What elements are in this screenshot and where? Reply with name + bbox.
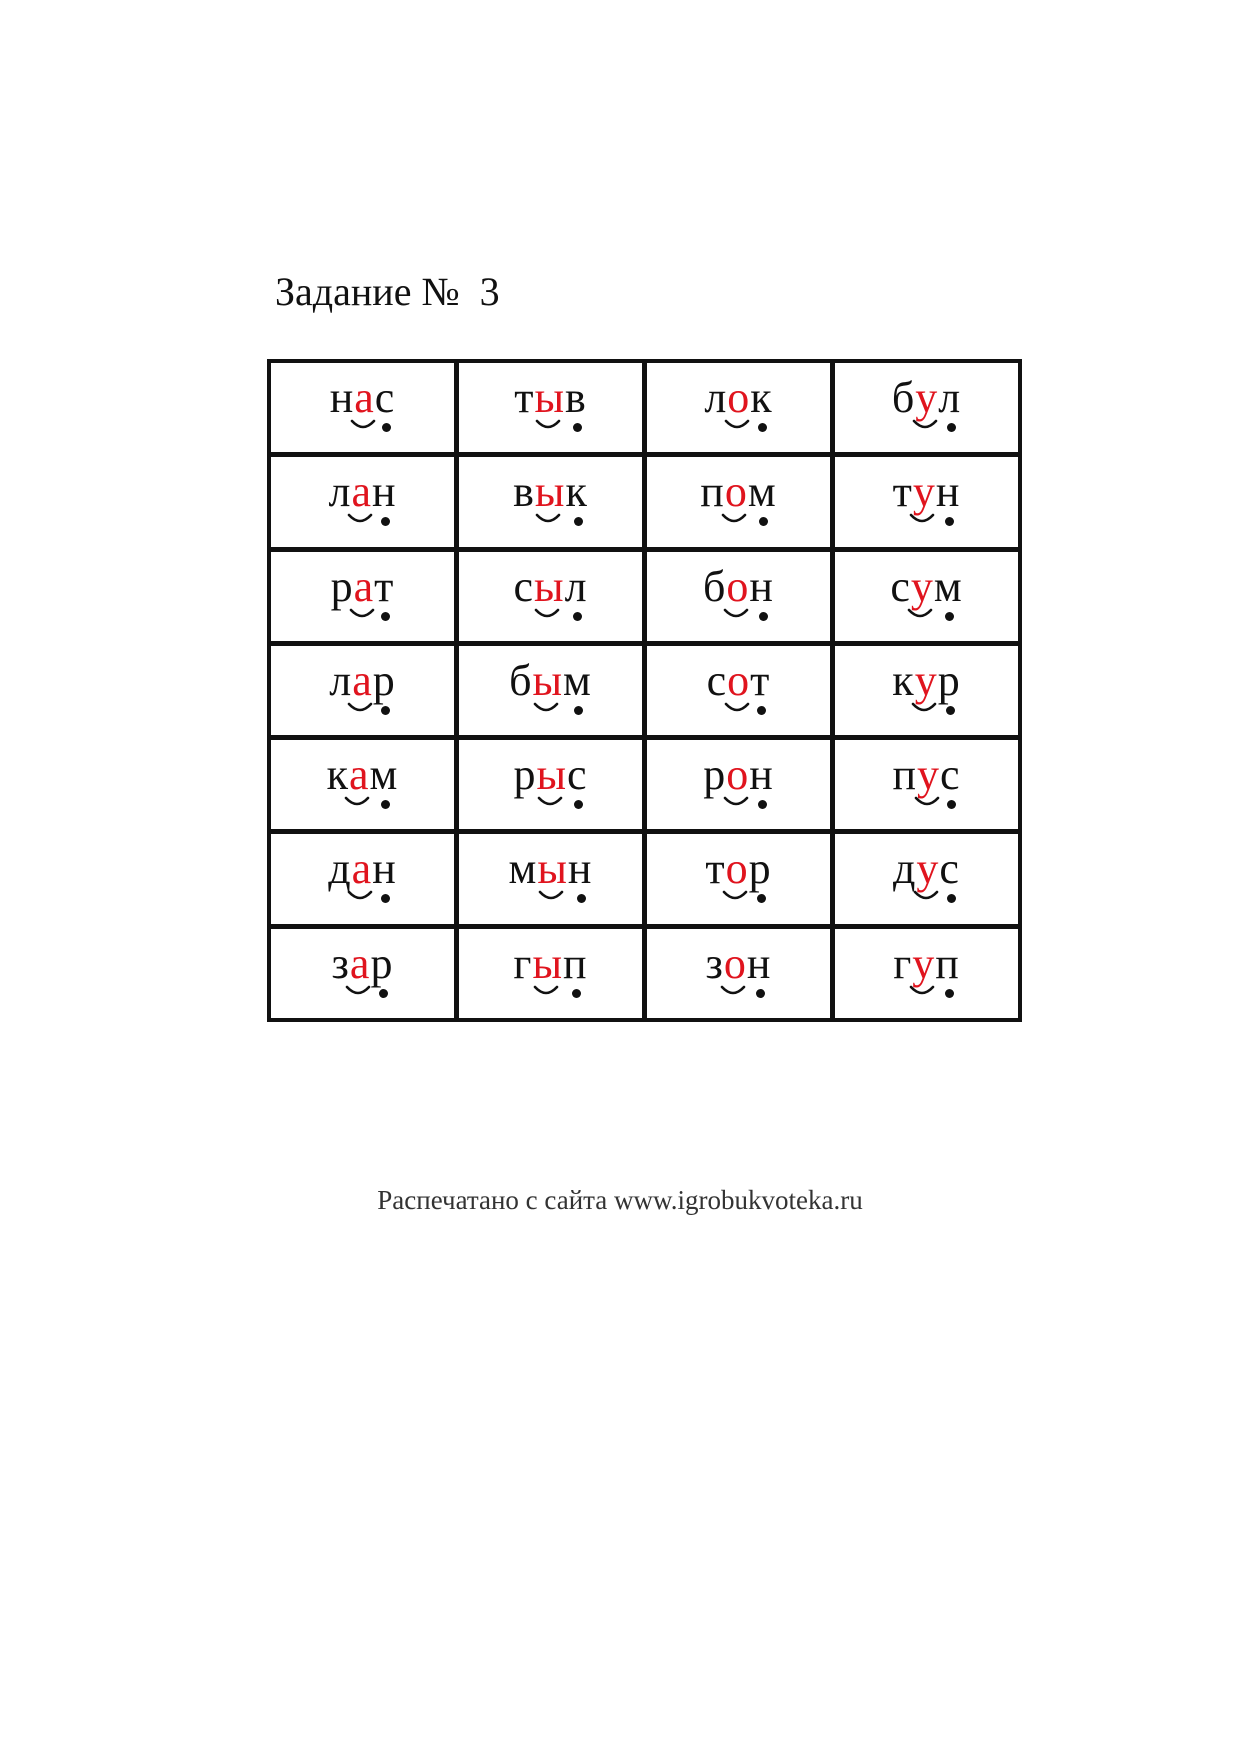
- merge-arc-icon: [911, 702, 937, 714]
- dot-icon: [759, 612, 768, 621]
- merge-arc-icon: [350, 419, 376, 431]
- dot-icon: [759, 517, 768, 526]
- vowel-letter: а: [351, 467, 372, 517]
- consonant-letter: р: [370, 939, 393, 989]
- merge-arc-icon: [349, 608, 375, 620]
- dot-icon: [946, 706, 955, 715]
- syllable-word: [509, 656, 592, 706]
- vowel-letter: ы: [532, 939, 563, 989]
- merge-arc-icon: [533, 985, 559, 997]
- consonant-letter: р: [703, 750, 727, 800]
- syllable-word: [893, 467, 961, 517]
- consonant-letter: н: [749, 750, 774, 800]
- merge-arc-icon: [533, 702, 559, 714]
- syllable-cell: [271, 929, 454, 1018]
- dot-icon: [382, 423, 391, 432]
- consonant-letter: з: [331, 938, 350, 988]
- consonant-letter: н: [749, 562, 774, 612]
- vowel-letter: у: [917, 750, 940, 800]
- syllable-cell: [271, 552, 454, 641]
- consonant-letter: т: [892, 467, 913, 517]
- merge-arc-icon: [724, 419, 750, 431]
- vowel-letter: о: [726, 750, 749, 800]
- consonant-letter: м: [370, 750, 399, 800]
- vowel-letter: а: [352, 844, 373, 894]
- syllable-word: [331, 562, 395, 612]
- vowel-letter: о: [724, 939, 747, 989]
- merge-arc-icon: [535, 419, 561, 431]
- dot-icon: [758, 800, 767, 809]
- vowel-letter: а: [352, 656, 373, 706]
- syllable-cell: [459, 552, 642, 641]
- syllable-cell: [835, 929, 1018, 1018]
- consonant-letter: л: [704, 373, 728, 422]
- vowel-letter: а: [354, 562, 375, 612]
- consonant-letter: с: [890, 561, 911, 611]
- consonant-letter: л: [938, 373, 961, 423]
- syllable-grid: [267, 359, 1022, 1022]
- consonant-letter: р: [749, 844, 772, 894]
- consonant-letter: к: [565, 467, 587, 517]
- dot-icon: [945, 517, 954, 526]
- syllable-word: [513, 467, 588, 517]
- vowel-letter: о: [726, 844, 749, 894]
- consonant-letter: м: [748, 467, 777, 517]
- dot-icon: [947, 894, 956, 903]
- syllable-word: [704, 373, 772, 423]
- syllable-cell: [271, 740, 454, 829]
- vowel-letter: у: [915, 373, 938, 423]
- syllable-word: [893, 939, 960, 989]
- consonant-letter: п: [700, 467, 725, 517]
- syllable-word: [513, 562, 587, 612]
- vowel-letter: а: [354, 373, 375, 423]
- syllable-cell: [271, 363, 454, 452]
- syllable-cell: [647, 740, 830, 829]
- consonant-letter: м: [508, 844, 538, 894]
- dot-icon: [945, 612, 954, 621]
- syllable-word: [330, 373, 396, 423]
- consonant-letter: п: [935, 939, 960, 989]
- consonant-letter: р: [373, 656, 396, 706]
- merge-arc-icon: [720, 985, 746, 997]
- syllable-word: [514, 373, 587, 423]
- vowel-letter: ы: [536, 750, 567, 800]
- merge-arc-icon: [909, 985, 935, 997]
- dot-icon: [758, 423, 767, 432]
- merge-arc-icon: [721, 513, 747, 525]
- consonant-letter: с: [375, 373, 396, 423]
- syllable-word: [509, 844, 593, 894]
- syllable-word: [893, 844, 960, 894]
- merge-arc-icon: [535, 513, 561, 525]
- syllable-word: [703, 562, 774, 612]
- vowel-letter: о: [727, 373, 750, 423]
- dot-icon: [381, 706, 390, 715]
- syllable-cell: [271, 646, 454, 735]
- merge-arc-icon: [723, 796, 749, 808]
- consonant-letter: к: [892, 655, 915, 705]
- syllable-word: [328, 467, 396, 517]
- consonant-letter: б: [891, 373, 916, 422]
- consonant-letter: п: [892, 750, 917, 800]
- syllable-cell: [459, 740, 642, 829]
- dot-icon: [757, 894, 766, 903]
- footer-note: Распечатано с сайта www.igrobukvoteka.ru: [377, 1185, 863, 1215]
- dot-icon: [381, 517, 390, 526]
- syllable-cell: [647, 552, 830, 641]
- merge-arc-icon: [724, 702, 750, 714]
- dot-icon: [573, 612, 582, 621]
- dot-icon: [381, 894, 390, 903]
- consonant-letter: с: [939, 844, 960, 894]
- vowel-letter: у: [911, 562, 934, 612]
- dot-icon: [947, 800, 956, 809]
- merge-arc-icon: [537, 796, 563, 808]
- consonant-letter: т: [374, 562, 394, 612]
- merge-arc-icon: [723, 608, 749, 620]
- dot-icon: [381, 800, 390, 809]
- vowel-letter: ы: [535, 467, 566, 517]
- consonant-letter: з: [705, 938, 724, 988]
- consonant-letter: р: [938, 656, 961, 706]
- merge-arc-icon: [347, 890, 373, 902]
- syllable-cell: [647, 646, 830, 735]
- consonant-letter: с: [706, 655, 728, 705]
- vowel-letter: у: [912, 939, 935, 989]
- consonant-letter: р: [513, 750, 537, 800]
- consonant-letter: н: [372, 844, 397, 894]
- vowel-letter: у: [915, 656, 938, 706]
- syllable-cell: [835, 740, 1018, 829]
- syllable-word: [705, 844, 771, 894]
- merge-arc-icon: [914, 796, 940, 808]
- merge-arc-icon: [538, 890, 564, 902]
- consonant-letter: м: [563, 656, 592, 706]
- syllable-word: [892, 373, 961, 423]
- consonant-letter: л: [329, 655, 353, 705]
- syllable-word: [703, 750, 774, 800]
- syllable-cell: [835, 552, 1018, 641]
- vowel-letter: у: [916, 844, 939, 894]
- syllable-cell: [459, 646, 642, 735]
- merge-arc-icon: [347, 513, 373, 525]
- consonant-letter: н: [329, 373, 355, 422]
- consonant-letter: н: [747, 939, 772, 989]
- page-title: Задание № 3: [275, 269, 500, 314]
- consonant-letter: м: [934, 562, 963, 612]
- merge-arc-icon: [345, 985, 371, 997]
- consonant-letter: н: [372, 467, 397, 517]
- consonant-letter: к: [750, 373, 772, 423]
- syllable-cell: [835, 834, 1018, 923]
- vowel-letter: ы: [534, 562, 565, 612]
- consonant-letter: к: [326, 750, 349, 800]
- consonant-letter: в: [565, 373, 587, 423]
- merge-arc-icon: [347, 702, 373, 714]
- vowel-letter: ы: [534, 373, 565, 423]
- syllable-cell: [835, 457, 1018, 546]
- consonant-letter: д: [893, 844, 917, 894]
- syllable-word: [700, 467, 776, 517]
- consonant-letter: р: [330, 561, 354, 611]
- vowel-letter: о: [727, 656, 750, 706]
- consonant-letter: т: [750, 656, 770, 706]
- consonant-letter: б: [703, 561, 727, 611]
- dot-icon: [574, 706, 583, 715]
- consonant-letter: н: [568, 844, 593, 894]
- dot-icon: [947, 423, 956, 432]
- syllable-cell: [271, 457, 454, 546]
- syllable-word: [892, 656, 960, 706]
- dot-icon: [381, 612, 390, 621]
- syllable-cell: [271, 834, 454, 923]
- merge-arc-icon: [909, 513, 935, 525]
- vowel-letter: о: [725, 467, 748, 517]
- vowel-letter: ы: [532, 656, 563, 706]
- syllable-word: [513, 750, 587, 800]
- consonant-letter: г: [513, 938, 533, 988]
- syllable-word: [892, 750, 960, 800]
- syllable-word: [328, 844, 396, 894]
- dot-icon: [757, 706, 766, 715]
- vowel-letter: ы: [537, 844, 568, 894]
- syllable-word: [329, 656, 396, 706]
- syllable-word: [706, 939, 772, 989]
- syllable-word: [707, 656, 771, 706]
- dot-icon: [572, 989, 581, 998]
- consonant-letter: с: [513, 561, 534, 611]
- syllable-cell: [647, 929, 830, 1018]
- consonant-letter: л: [565, 562, 588, 612]
- consonant-letter: т: [514, 373, 535, 422]
- syllable-cell: [459, 363, 642, 452]
- dot-icon: [574, 517, 583, 526]
- merge-arc-icon: [722, 890, 748, 902]
- dot-icon: [945, 989, 954, 998]
- merge-arc-icon: [913, 890, 939, 902]
- vowel-letter: о: [726, 562, 749, 612]
- syllable-cell: [647, 363, 830, 452]
- consonant-letter: т: [705, 844, 726, 894]
- merge-arc-icon: [534, 608, 560, 620]
- consonant-letter: б: [509, 655, 533, 705]
- dot-icon: [573, 423, 582, 432]
- consonant-letter: п: [563, 939, 588, 989]
- consonant-letter: с: [567, 750, 588, 800]
- consonant-letter: н: [936, 467, 961, 517]
- syllable-word: [890, 562, 962, 612]
- dot-icon: [574, 800, 583, 809]
- syllable-cell: [459, 929, 642, 1018]
- vowel-letter: у: [913, 467, 936, 517]
- dot-icon: [756, 989, 765, 998]
- merge-arc-icon: [912, 419, 938, 431]
- syllable-cell: [835, 363, 1018, 452]
- consonant-letter: в: [513, 467, 535, 517]
- syllable-cell: [459, 457, 642, 546]
- syllable-cell: [835, 646, 1018, 735]
- consonant-letter: л: [328, 467, 352, 517]
- vowel-letter: а: [349, 750, 370, 800]
- merge-arc-icon: [344, 796, 370, 808]
- consonant-letter: с: [940, 750, 961, 800]
- merge-arc-icon: [907, 608, 933, 620]
- syllable-word: [332, 939, 394, 989]
- syllable-word: [513, 939, 587, 989]
- dot-icon: [379, 989, 388, 998]
- consonant-letter: д: [328, 844, 352, 894]
- syllable-cell: [647, 834, 830, 923]
- vowel-letter: а: [350, 939, 371, 989]
- consonant-letter: г: [893, 938, 913, 988]
- dot-icon: [577, 894, 586, 903]
- syllable-cell: [459, 834, 642, 923]
- syllable-cell: [647, 457, 830, 546]
- syllable-word: [327, 750, 399, 800]
